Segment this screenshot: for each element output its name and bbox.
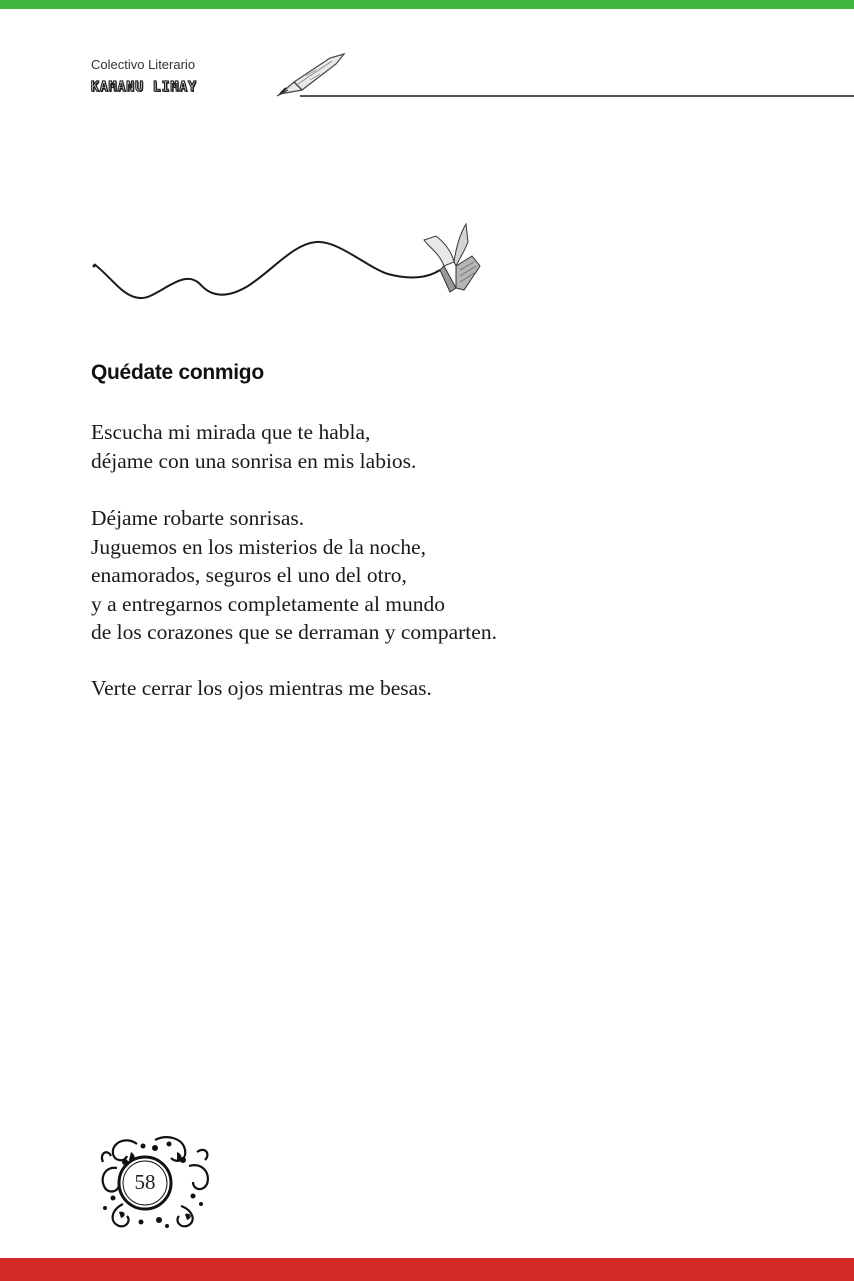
poem-line: Verte cerrar los ojos mientras me besas. — [91, 676, 432, 700]
book-icon — [424, 224, 480, 292]
poem-line: Juguemos en los misterios de la noche, — [91, 534, 426, 559]
poem-stanza — [91, 674, 432, 703]
bottom-accent-bar — [0, 1258, 854, 1281]
poem-stanza — [91, 504, 497, 647]
poem-stanza — [91, 418, 416, 475]
page-number: 58 — [134, 1170, 156, 1194]
header-collective-name: KAMANU LIMAY — [91, 80, 197, 95]
top-accent-bar — [0, 0, 854, 9]
poem-title: Quédate conmigo — [91, 361, 264, 384]
poem-line: y a entregarnos completamente al mundo — [91, 591, 446, 616]
poem-line: Escucha mi mirada que te habla, — [91, 420, 371, 444]
poem-line: déjame con una sonrisa en mis labios. — [91, 448, 417, 473]
ornament-curve — [94, 242, 440, 298]
poem-line: enamorados, seguros el uno del otro, — [91, 563, 407, 587]
header-subtitle: Colectivo Literario — [91, 57, 196, 72]
poem-line: de los corazones que se derraman y comparten. — [91, 620, 497, 644]
poem-line: Déjame robarte sonrisas. — [91, 506, 305, 530]
fountain-pen-icon — [276, 52, 348, 98]
book-ornament — [88, 218, 488, 308]
header-rule — [300, 95, 854, 97]
